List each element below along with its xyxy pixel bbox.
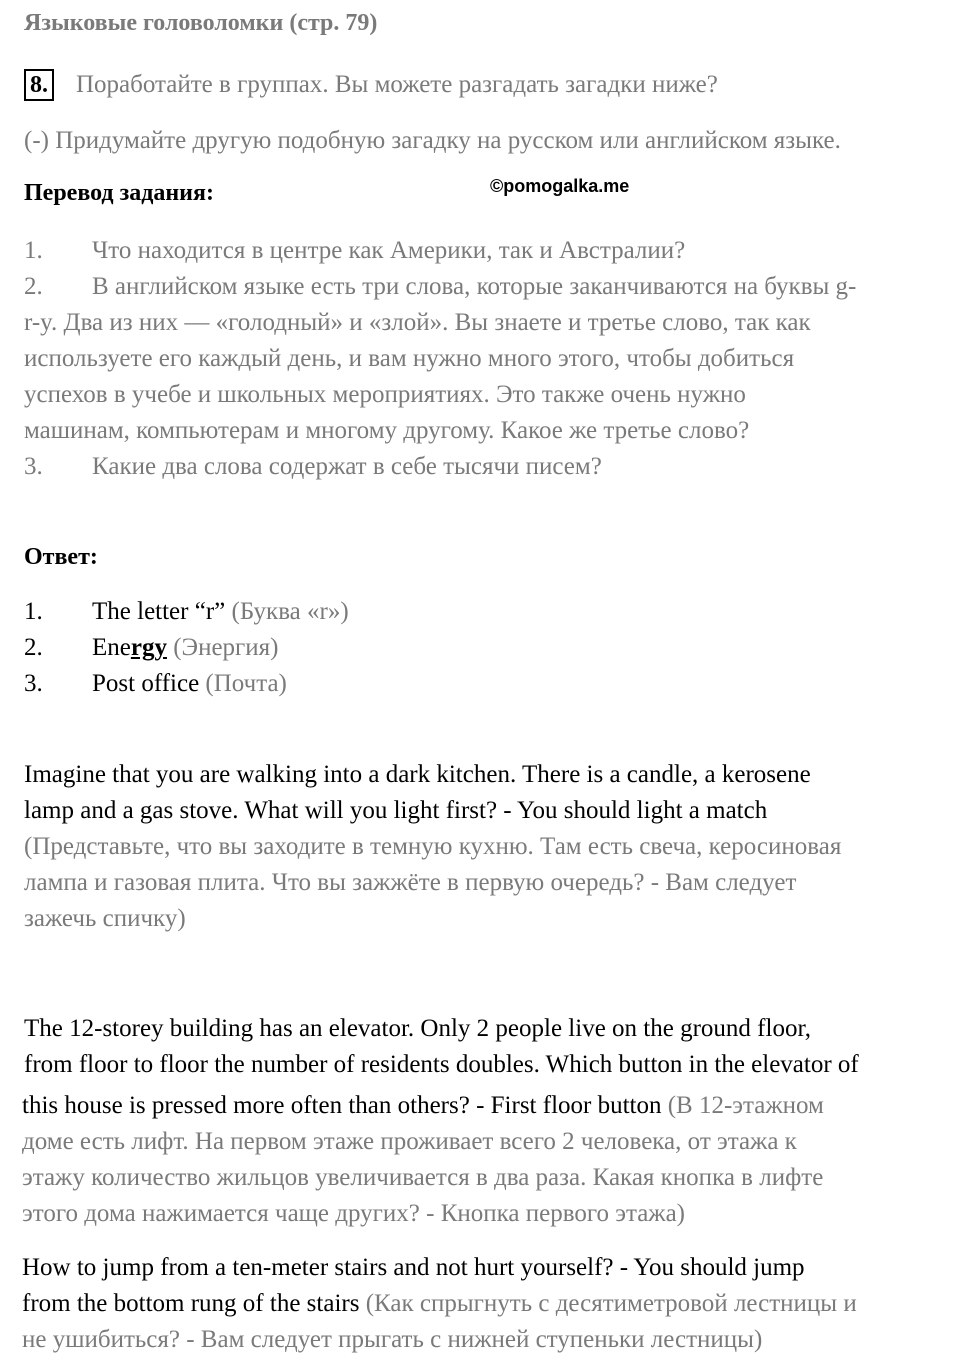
list-text: Что находится в центре как Америки, так и Австралии? — [92, 237, 686, 264]
riddle-ru-line: этого дома нажимается чаще других? - Кнопка первого этажа) — [22, 1200, 685, 1227]
riddle-en-text: this house is pressed more often than others? - First floor button — [22, 1092, 662, 1119]
riddle-ru-line: лампа и газовая плита. Что вы зажжёте в первую очередь? - Вам следует — [24, 869, 797, 896]
list-text: Какие два слова содержат в себе тысячи писем? — [92, 453, 602, 480]
translation-line — [24, 269, 856, 305]
translation-line: машинам, компьютерам и многому другому. Какое же третье слово? — [24, 417, 750, 444]
list-number: 2. — [24, 273, 43, 300]
riddle-en-line: How to jump from a ten-meter stairs and not hurt yourself? - You should jump — [22, 1254, 805, 1281]
list-text: В английском языке есть три слова, которые заканчиваются на буквы g- — [92, 273, 857, 300]
riddle-mixed-line — [22, 1286, 857, 1322]
riddle-ru-line: этажу количество жильцов увеличивается в два раза. Какая кнопка в лифте — [22, 1164, 824, 1191]
riddle-ru-line: зажечь спичку) — [24, 905, 186, 932]
answer-item — [24, 594, 349, 630]
task-optional: (-) Придумайте другую подобную загадку на русском или английском языке. — [24, 127, 841, 154]
riddle-en-line: Imagine that you are walking into a dark kitchen. There is a candle, a kerosene — [24, 761, 811, 788]
list-number: 1. — [24, 598, 43, 625]
answer-item — [24, 630, 279, 666]
answer-ru: (Буква «r») — [225, 598, 349, 625]
answer-en: Post office — [92, 670, 200, 697]
list-number: 3. — [24, 670, 43, 697]
translation-line: используете его каждый день, и вам нужно много этого, чтобы добиться — [24, 345, 795, 372]
riddle-en-line: from floor to floor the number of residents doubles. Which button in the elevator of — [24, 1051, 859, 1078]
watermark: ©pomogalka.me — [490, 176, 630, 196]
riddle-ru-text: (Как спрыгнуть с десятиметровой лестницы и — [359, 1290, 857, 1317]
riddle-ru-line: доме есть лифт. На первом этаже проживает всего 2 человека, от этажа к — [22, 1128, 797, 1155]
answer-en-prefix: Ene — [92, 634, 131, 661]
translation-line: успехов в учебе и школьных мероприятиях. Это также очень нужно — [24, 381, 746, 408]
answer-ru: (Почта) — [199, 670, 287, 697]
riddle-en-line: lamp and a gas stove. What will you light first? - You should light a match — [24, 797, 768, 824]
answer-heading: Ответ: — [24, 544, 98, 570]
riddle-ru-line: не ушибиться? - Вам следует прыгать с нижней ступеньки лестницы) — [22, 1326, 763, 1353]
answer-en-underlined: rgy — [130, 634, 167, 661]
list-number: 2. — [24, 634, 43, 661]
translation-line — [24, 233, 685, 269]
answer-en: The letter “r” — [92, 598, 226, 625]
riddle-ru-text: (В 12-этажном — [661, 1092, 824, 1119]
task-instruction: Поработайте в группах. Вы можете разгадать загадки ниже? — [76, 71, 718, 98]
riddle-en-text: from the bottom rung of the stairs — [22, 1290, 360, 1317]
page-title: Языковые головоломки (стр. 79) — [24, 10, 378, 36]
answer-item — [24, 666, 287, 702]
riddle-mixed-line — [22, 1088, 824, 1124]
list-number: 1. — [24, 237, 43, 264]
riddle-en-line: The 12-storey building has an elevator. Only 2 people live on the ground floor, — [24, 1015, 812, 1042]
translation-line — [24, 449, 602, 485]
translation-heading: Перевод задания: — [24, 180, 214, 206]
task-number-box: 8. — [24, 69, 54, 101]
riddle-ru-line: (Представьте, что вы заходите в темную кухню. Там есть свеча, керосиновая — [24, 833, 842, 860]
translation-line: r-y. Два из них — «голодный» и «злой». Вы знаете и третье слово, так как — [24, 309, 811, 336]
list-number: 3. — [24, 453, 43, 480]
answer-ru: (Энергия) — [166, 634, 279, 661]
